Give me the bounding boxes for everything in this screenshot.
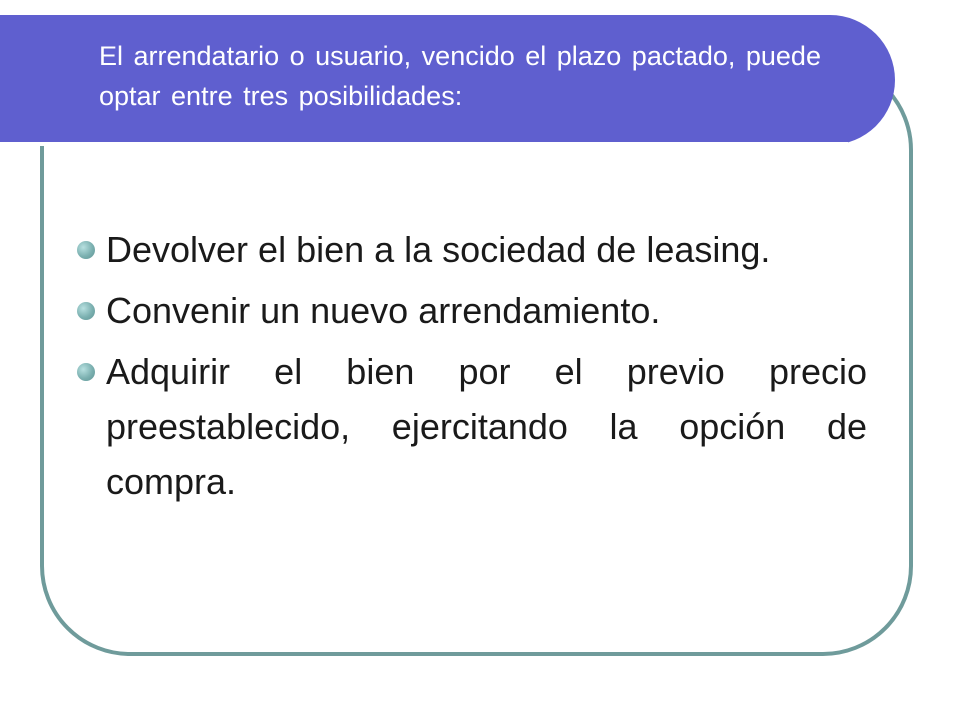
slide-title: El arrendatario o usuario, vencido el plazo pactado, puede optar entre tres posibilidades: [99,41,821,111]
bullet-dot-icon [77,241,95,259]
bullet-text: Convenir un nuevo arrendamiento. [106,290,661,331]
bullet-dot-icon [77,363,95,381]
list-item [75,222,867,277]
bullet-dot-icon [77,302,95,320]
bullet-text: Devolver el bien a la sociedad de leasing. [106,229,771,270]
bullet-list [75,222,867,515]
title-underline [0,142,848,146]
list-item [75,283,867,338]
bullet-text: Adquirir el bien por el previo precio preestablecido, ejercitando la opción de compra. [106,351,867,502]
list-item [75,344,867,509]
